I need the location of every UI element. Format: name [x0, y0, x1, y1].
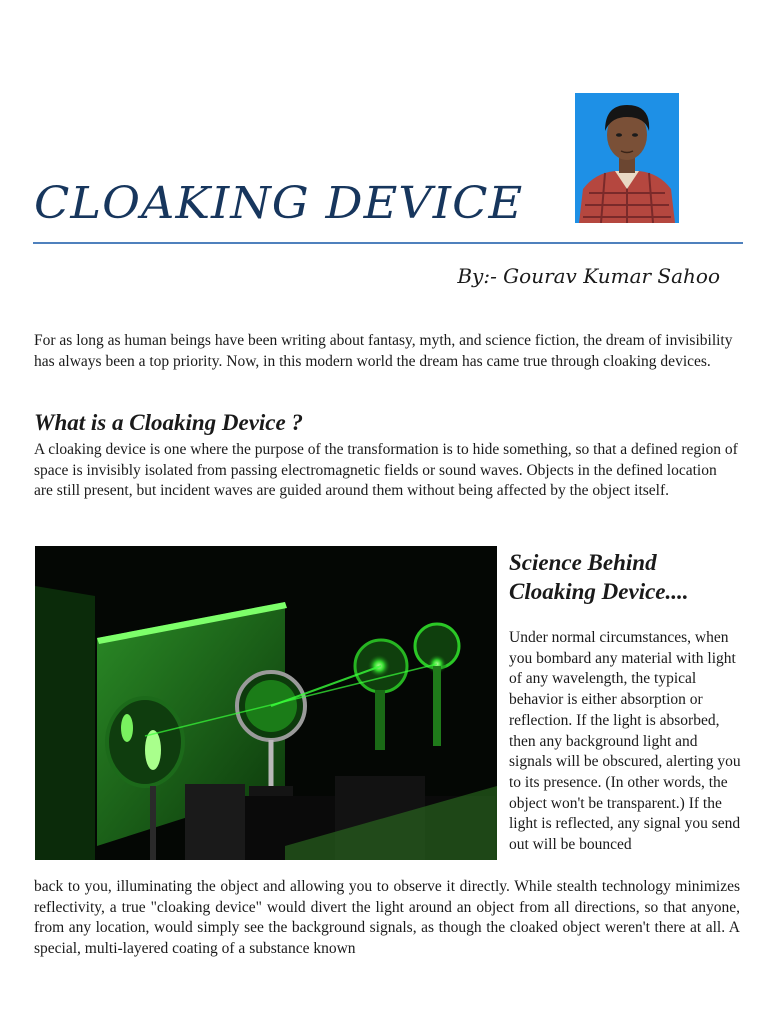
- laser-illustration: [35, 546, 497, 860]
- intro-paragraph: For as long as human beings have been writing about fantasy, myth, and science fiction, the dream of invisibility has always been a top priority. Now, in this modern world the dream has came true through cloaking devices.: [34, 332, 733, 370]
- document-title: CLOAKING DEVICE: [34, 178, 524, 229]
- title-rule: [33, 242, 743, 244]
- laser-experiment-image: [35, 546, 497, 860]
- section-heading-science: Science Behind Cloaking Device....: [509, 550, 689, 604]
- byline: By:- Gourav Kumar Sahoo: [457, 264, 720, 288]
- section-body-science-continued: back to you, illuminating the object and allowing you to observe it directly. While stealth technology minimizes reflectivity, a true "cloaking device" would divert the light around an object from all directions, so that anyone, from any location, would simply see the background signals, as though the cloaked object weren't there at all. A special, multi-layered coating of a substance known: [34, 878, 740, 958]
- author-photo: [575, 93, 679, 223]
- portrait-illustration: [575, 93, 679, 223]
- section-body-science-side: Under normal circumstances, when you bombard any material with light of any wavelength, the typical behavior is either absorption or reflection. If the light is absorbed, then any background light and signals will be obscured, alerting you to its presence. (In other words, the object won't be transparent.) If the light is reflected, any signal you send out will be bounced: [509, 629, 741, 854]
- section-body-what: A cloaking device is one where the purpose of the transformation is to hide something, so that a defined region of space is invisibly isolated from passing electromagnetic fields or sound waves. Objects in the defined location are still present, but incident waves are guided around them without being affected by the object itself.: [34, 441, 738, 500]
- section-heading-what: What is a Cloaking Device ?: [34, 410, 303, 435]
